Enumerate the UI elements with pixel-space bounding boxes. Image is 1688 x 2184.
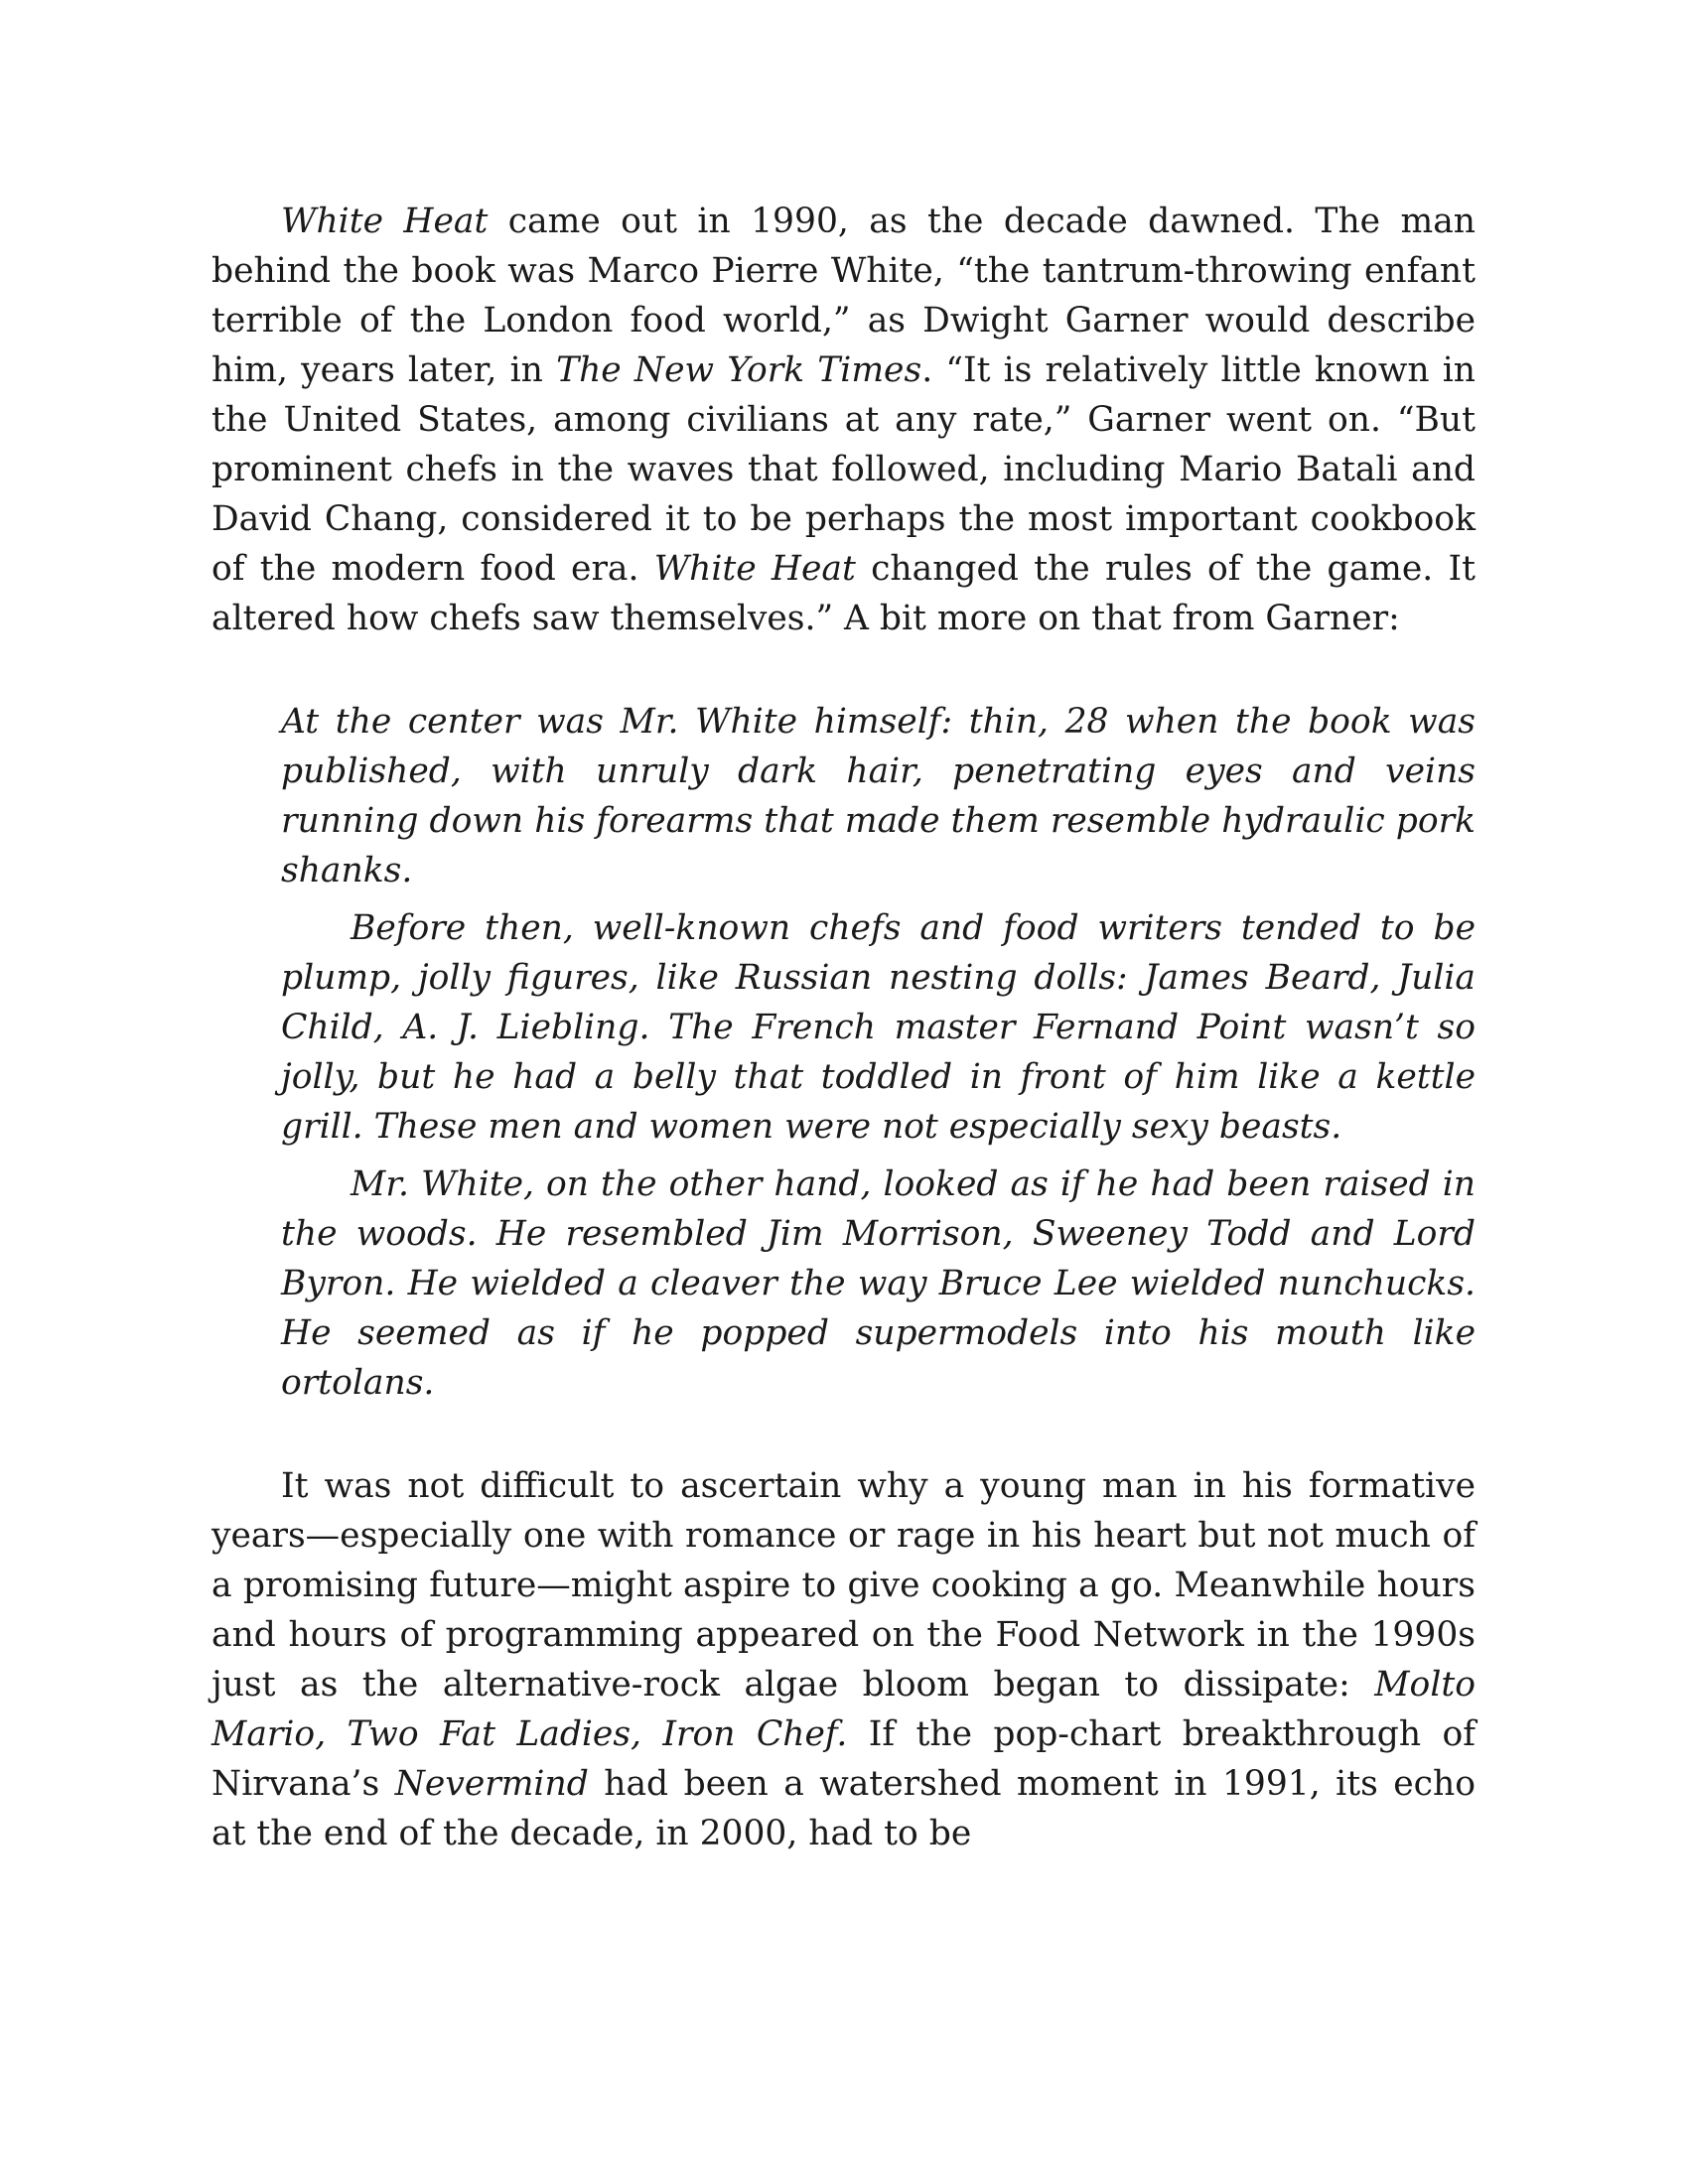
paragraph-text: changed the rules of the game. It altered how chefs saw themselves.” A bit more on that from Garner: xyxy=(211,549,1476,638)
quote-paragraph-2: Before then, well-known chefs and food writers tended to be plump, jolly figures, like Russian nesting dolls: James Beard, Julia Child, A. J. Liebling. The French master Fernand Point wasn’t so jolly, but he had a belly that toddled in front of him like a kettle grill. These men and women were not especially sexy beasts. xyxy=(281,908,1476,1147)
album-title: Nevermind xyxy=(394,1764,589,1804)
quote-paragraph-1: At the center was Mr. White himself: thin, 28 when the book was published, with unruly dark hair, penetrating eyes and veins running down his forearms that made them resemble hydraulic pork shanks. xyxy=(281,702,1476,890)
body-paragraph-2 xyxy=(211,1461,1476,1858)
paragraph-text: It was not difficult to ascertain why a young man in his formative years—especially one with romance or rage in his heart but not much of a promising future—might aspire to give cooking a go. Meanwhile hours and hours of programming appeared on the Food Network in the 1990s just as the alternative-rock algae bloom began to dissipate: xyxy=(211,1466,1476,1705)
show-titles: Molto Mario, Two Fat Ladies, Iron Chef. xyxy=(211,1665,1476,1754)
publication-title: The New York Times xyxy=(556,350,922,390)
spacer xyxy=(211,1408,1476,1461)
body-paragraph-1 xyxy=(211,197,1476,643)
page-body xyxy=(211,197,1476,1858)
book-title: White Heat xyxy=(653,549,856,589)
paragraph-text: had been a watershed moment in 1991, its echo at the end of the decade, in 2000, had to be xyxy=(211,1764,1476,1853)
quote-paragraph-3: Mr. White, on the other hand, looked as if he had been raised in the woods. He resembled Jim Morrison, Sweeney Todd and Lord Byron. He wielded a cleaver the way Bruce Lee wielded nunchucks. He seemed as if he popped supermodels into his mouth like ortolans. xyxy=(281,1164,1476,1403)
paragraph-text: If the pop-chart breakthrough of Nirvana’s xyxy=(211,1714,1477,1804)
paragraph-text: . “It is relatively little known in the United States, among civilians at any rate,” Garner went on. “But prominent chefs in the waves that followed, including Mario Batali and David Chang, considered it to be perhaps the most important cookbook of the modern food era. xyxy=(211,350,1476,589)
block-quote xyxy=(281,697,1476,1408)
book-title: White Heat xyxy=(281,202,489,241)
paragraph-text: came out in 1990, as the decade dawned. The man behind the book was Marco Pierre White, “the tantrum-throwing enfant terrible of the London food world,” as Dwight Garner would describe him, years later, in xyxy=(211,202,1476,390)
spacer xyxy=(211,643,1476,697)
